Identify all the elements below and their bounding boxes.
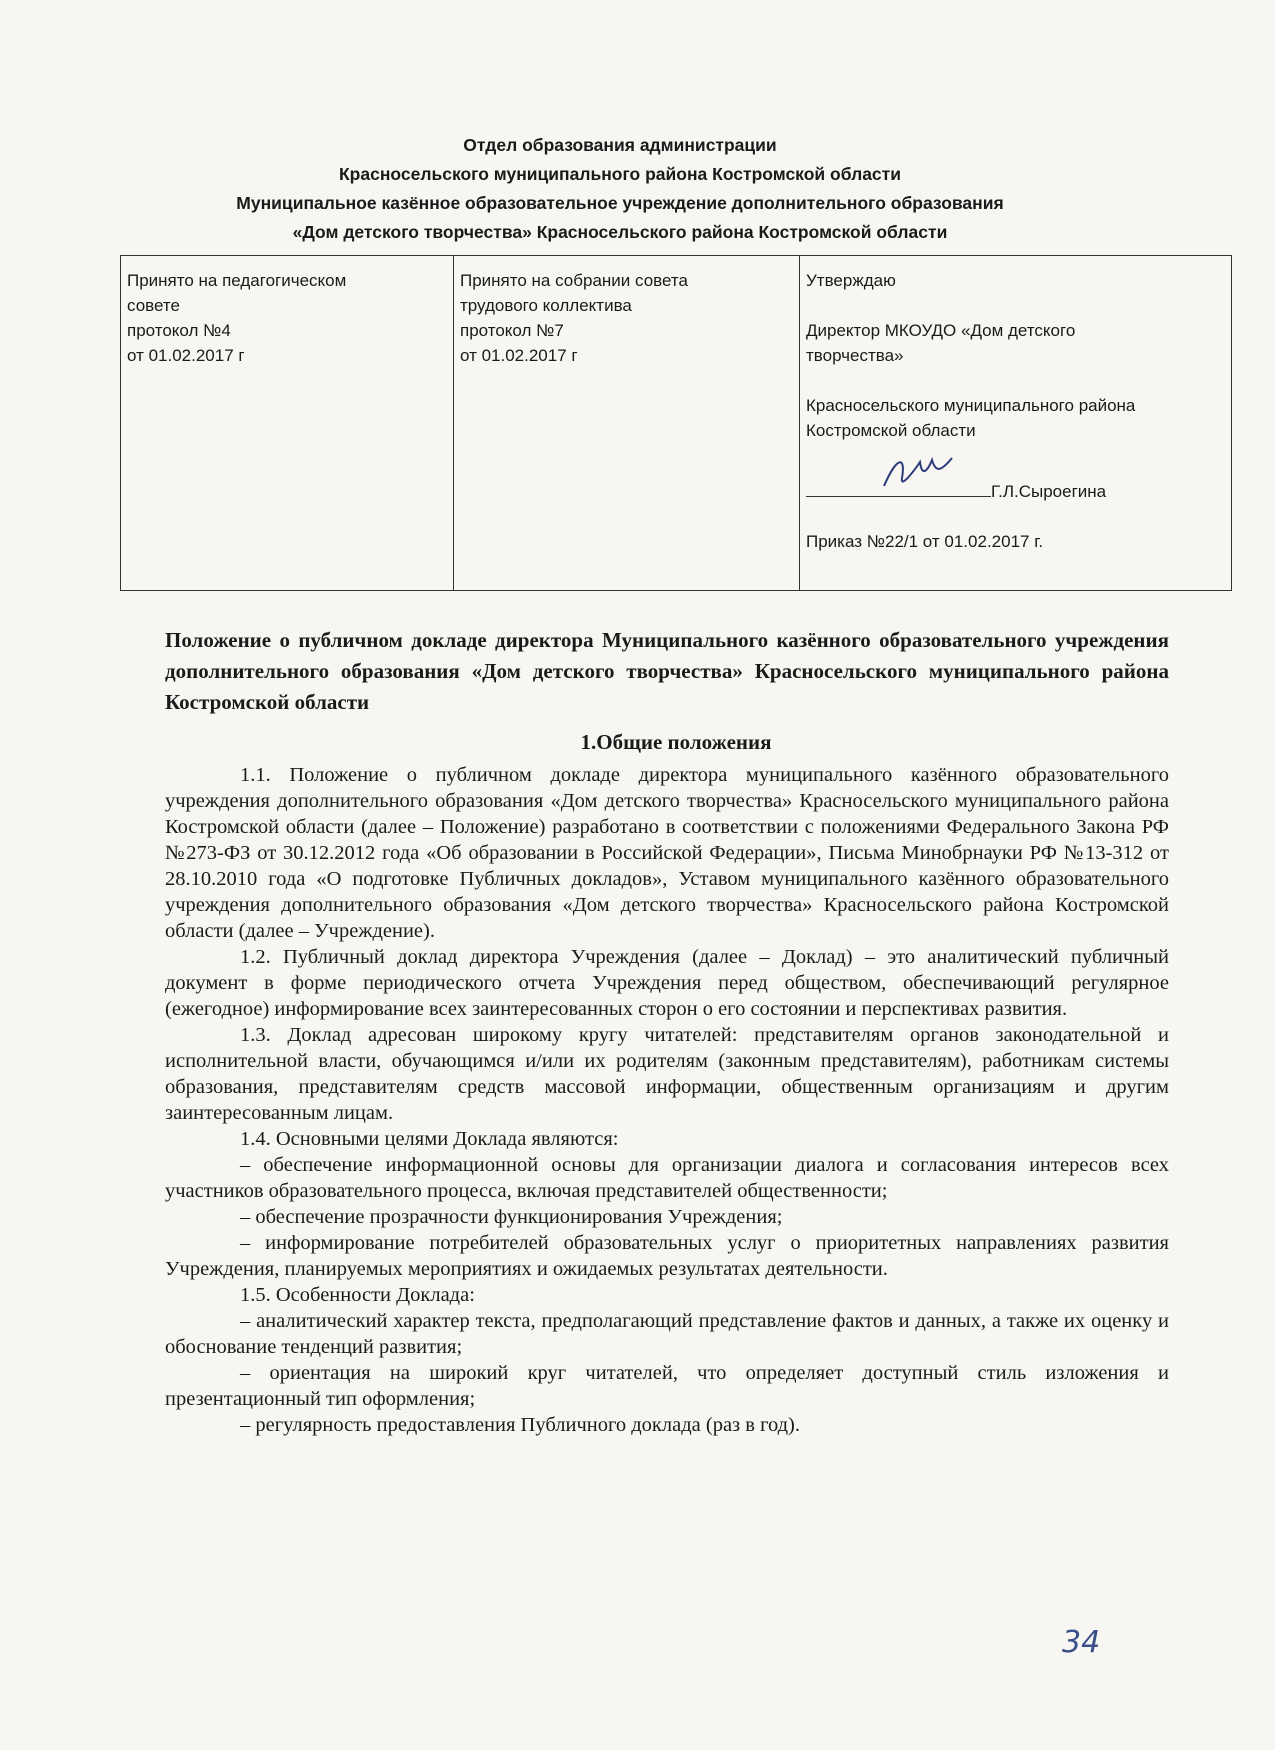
pedagogical-council-protocol: протокол №4 — [127, 321, 231, 340]
order-number: Приказ №22/1 от 01.02.2017 г. — [806, 532, 1044, 551]
approve-word: Утверждаю — [806, 271, 896, 290]
labor-council-line1: Принято на собрании совета — [460, 271, 688, 290]
director-title-line2: творчества» — [806, 346, 904, 365]
pedagogical-council-line2: совете — [127, 296, 180, 315]
director-title-line1: Директор МКОУДО «Дом детского — [806, 321, 1076, 340]
paragraph-1-2: 1.2. Публичный доклад директора Учреждения (далее – Доклад) – это аналитический публичный документ в форме периодического отчета Учреждения перед обществом, обеспечивающий регулярное (ежегодное) информирование всех заинтересованных сторон о его состоянии и перспективах развития. — [165, 946, 1169, 1020]
signature-row — [806, 478, 1225, 504]
approval-cell-pedagogical-council — [121, 256, 454, 591]
handwritten-signature-icon — [876, 448, 956, 496]
labor-council-protocol: протокол №7 — [460, 321, 564, 340]
pedagogical-council-date: от 01.02.2017 г — [127, 346, 245, 365]
page-title: Положение о публичном докладе директора Муниципального казённого образовательного учреждения дополнительного образования «Дом детского творчества» Красносельского муниципального района Костромской области — [165, 628, 1169, 714]
paragraph-1-5: 1.5. Особенности Доклада: — [240, 1284, 475, 1306]
header-line-institution-name: «Дом детского творчества» Красносельского района Костромской области — [292, 222, 948, 242]
approval-cell-director — [800, 256, 1232, 591]
header-line-district: Красносельского муниципального района Костромской области — [339, 164, 901, 184]
signer-name: Г.Л.Сыроегина — [991, 482, 1107, 501]
list-item: – регулярность предоставления Публичного доклада (раз в год). — [240, 1414, 801, 1436]
list-item: – обеспечение прозрачности функционирования Учреждения; — [240, 1206, 783, 1228]
paragraph-1-1: 1.1. Положение о публичном докладе директора муниципального казённого образовательного учреждения дополнительного образования «Дом детского творчества» Красносельского муниципального района Костромской области (далее – Положение) разработано в соответствии с положениями Федерального Закона РФ №273-ФЗ от 30.12.2012 года «Об образовании в Российской Федерации», Письма Минобрнауки РФ №13-312 от 28.10.2010 года «О подготовке Публичных докладов», Уставом муниципального казённого образовательного учреждения дополнительного образования «Дом детского творчества» Красносельского района Костромской области (далее – Учреждение). — [165, 764, 1169, 942]
signature-line — [806, 478, 991, 497]
section-title: 1.Общие положения — [580, 730, 772, 754]
header-line-department: Отдел образования администрации — [463, 135, 777, 155]
list-item: – обеспечение информационной основы для организации диалога и согласования интересов всех участников образовательного процесса, включая представителей общественности; — [165, 1154, 1169, 1202]
paragraph-1-3: 1.3. Доклад адресован широкому кругу читателей: представителям органов законодательной и исполнительной власти, обучающимся и/или их родителям (законным представителям), работникам системы образования, представителям средств массовой информации, общественным организациям и другим заинтересованным лицам. — [165, 1024, 1169, 1124]
director-district-line1: Красносельского муниципального района — [806, 396, 1136, 415]
approval-table — [120, 255, 1232, 591]
page-number: 34 — [1062, 1625, 1101, 1660]
pedagogical-council-line1: Принято на педагогическом — [127, 271, 347, 290]
list-item: – ориентация на широкий круг читателей, что определяет доступный стиль изложения и презентационный тип оформления; — [165, 1362, 1169, 1410]
header-line-institution: Муниципальное казённое образовательное учреждение дополнительного образования — [236, 193, 1004, 213]
director-district-line2: Костромской области — [806, 421, 976, 440]
approval-cell-labor-council — [454, 256, 800, 591]
list-item: – аналитический характер текста, предполагающий представление фактов и данных, а также их оценку и обоснование тенденций развития; — [165, 1310, 1169, 1358]
list-item: – информирование потребителей образовательных услуг о приоритетных направлениях развития Учреждения, планируемых мероприятиях и ожидаемых результатах деятельности. — [165, 1232, 1169, 1280]
document-body — [165, 762, 1169, 1438]
paragraph-1-4: 1.4. Основными целями Доклада являются: — [240, 1128, 619, 1150]
document-header — [120, 131, 1120, 247]
labor-council-line2: трудового коллектива — [460, 296, 632, 315]
labor-council-date: от 01.02.2017 г — [460, 346, 578, 365]
